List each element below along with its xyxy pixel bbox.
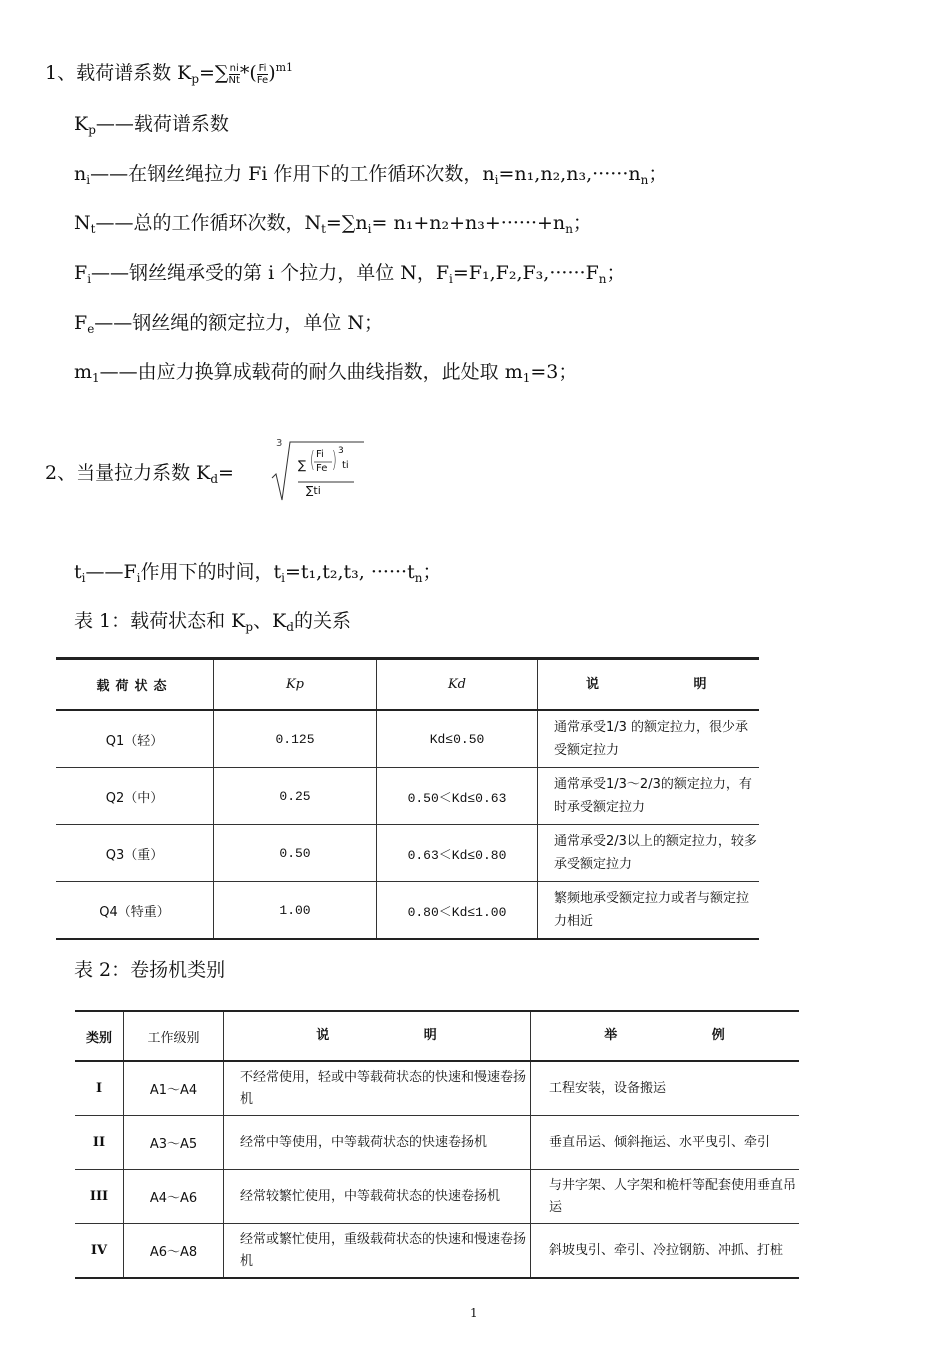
table-header-row bbox=[56, 659, 759, 711]
header-description: 说 明 bbox=[224, 1011, 531, 1061]
cell-example: 工程安装，设备搬运 bbox=[531, 1061, 800, 1116]
cell-kp: 0.50 bbox=[214, 825, 377, 882]
cell-state: Q4（特重） bbox=[56, 882, 214, 940]
fraction-numerator: ni bbox=[229, 62, 239, 74]
caption-text: 表 2：卷扬机类别 bbox=[74, 959, 226, 981]
cell-example: 垂直吊运、倾斜拖运、水平曳引、牵引 bbox=[531, 1116, 800, 1170]
cell-kp: 1.00 bbox=[214, 882, 377, 940]
tail-sub: i bbox=[494, 173, 499, 187]
cell-level: A1～A4 bbox=[124, 1061, 224, 1116]
definition-text: ——在钢丝绳拉力 Fi 作用下的工作循环次数，n bbox=[90, 163, 495, 185]
cell-kd: 0.50＜Kd≤0.63 bbox=[377, 768, 538, 825]
symbol: F bbox=[74, 262, 88, 284]
fraction-numerator: Fi bbox=[258, 62, 267, 74]
end-text: ； bbox=[648, 163, 668, 185]
tail-end-sub: n bbox=[565, 222, 573, 236]
caption-text: 、K bbox=[253, 610, 287, 632]
definition-fe bbox=[74, 308, 383, 336]
load-state-table bbox=[56, 657, 759, 940]
root-ti: ti bbox=[342, 460, 349, 471]
table-header-row bbox=[75, 1011, 799, 1061]
tail-text: =n₁,n₂,n₃,······n bbox=[498, 163, 641, 185]
cell-state: Q3（重） bbox=[56, 825, 214, 882]
cell-description: 通常承受2/3以上的额定拉力，较多承受额定拉力 bbox=[538, 825, 760, 882]
symbol-sub: t bbox=[90, 222, 96, 236]
heading-sub: p bbox=[191, 72, 200, 86]
definition-text: ——由应力换算成载荷的耐久曲线指数，此处取 m bbox=[99, 361, 523, 383]
table-row bbox=[56, 768, 759, 825]
header-work-level: 工作级别 bbox=[124, 1011, 224, 1061]
tail-end-sub: n bbox=[598, 272, 607, 286]
header-description: 说 明 bbox=[538, 659, 760, 711]
fraction-fi-fe bbox=[257, 63, 268, 86]
heading-text: 1、载荷谱系数 K bbox=[45, 62, 192, 84]
left-paren: ( bbox=[309, 448, 315, 473]
definition-kp bbox=[74, 109, 229, 137]
cell-kp: 0.25 bbox=[214, 768, 377, 825]
symbol-sub: p bbox=[88, 123, 96, 137]
fraction-ni-nt bbox=[229, 63, 240, 86]
symbol: t bbox=[74, 561, 82, 583]
definition-fi bbox=[74, 258, 626, 286]
cell-category: I bbox=[75, 1061, 124, 1116]
sum-sign: =∑ bbox=[199, 62, 229, 84]
cube-root-formula bbox=[270, 438, 365, 504]
exponent: m1 bbox=[275, 61, 294, 74]
symbol-sub: i bbox=[87, 272, 92, 286]
tail-text: =3； bbox=[530, 361, 578, 383]
tail-sub: 1 bbox=[522, 371, 531, 385]
winch-category-table bbox=[75, 1010, 799, 1279]
heading-sub: d bbox=[210, 472, 219, 486]
cell-description: 经常较繁忙使用，中等载荷状态的快速卷扬机 bbox=[224, 1170, 531, 1224]
cell-category: III bbox=[75, 1170, 124, 1224]
definition-text: ——总的工作循环次数，N bbox=[95, 212, 322, 234]
end-text: ； bbox=[422, 561, 442, 583]
symbol: K bbox=[74, 113, 89, 135]
table-row bbox=[75, 1224, 799, 1279]
cell-level: A4～A6 bbox=[124, 1170, 224, 1224]
table2-caption bbox=[74, 955, 225, 982]
cell-description: 通常承受1/3 的额定拉力，很少承受额定拉力 bbox=[538, 710, 760, 768]
fraction-denominator: Fe bbox=[256, 74, 269, 86]
root-fe: Fe bbox=[316, 463, 328, 474]
cell-description: 不经常使用，轻或中等载荷状态的快速和慢速卷扬机 bbox=[224, 1061, 531, 1116]
cell-example: 与井字架、人字架和桅杆等配套使用垂直吊运 bbox=[531, 1170, 800, 1224]
definition-text: ——F bbox=[85, 561, 137, 583]
caption-sub: p bbox=[245, 620, 254, 634]
cell-kd: 0.80＜Kd≤1.00 bbox=[377, 882, 538, 940]
definition-ni bbox=[74, 159, 667, 187]
end-text: ； bbox=[572, 212, 592, 234]
tail-sub: i bbox=[281, 571, 285, 585]
symbol-sub: i bbox=[86, 173, 91, 187]
symbol: F bbox=[74, 312, 88, 334]
table-row bbox=[75, 1116, 799, 1170]
tail-text: =F₁,F₂,F₃,······F bbox=[452, 262, 599, 284]
root-index: 3 bbox=[276, 438, 283, 449]
tail-sub: i bbox=[449, 272, 453, 286]
close-paren: ) bbox=[268, 62, 276, 84]
cell-kd: 0.63＜Kd≤0.80 bbox=[377, 825, 538, 882]
section1-heading bbox=[45, 58, 293, 86]
end-text: ； bbox=[606, 262, 626, 284]
definition-text: ——钢丝绳承受的第 i 个拉力，单位 N，F bbox=[91, 262, 450, 284]
cell-description: 繁频地承受额定拉力或者与额定拉力相近 bbox=[538, 882, 760, 940]
tail-text: =∑n bbox=[325, 212, 368, 234]
cell-example: 斜坡曳引、牵引、冷拉钢筋、冲抓、打桩 bbox=[531, 1224, 800, 1279]
definition-ti bbox=[74, 557, 441, 585]
header-category: 类别 bbox=[75, 1011, 124, 1061]
mid-sub: i bbox=[136, 571, 141, 585]
caption-sub: d bbox=[286, 620, 294, 634]
tail2-sub: i bbox=[367, 222, 372, 236]
cell-state: Q1（轻） bbox=[56, 710, 214, 768]
symbol: m bbox=[74, 361, 93, 383]
definition-nt bbox=[74, 208, 592, 236]
tail-end-sub: n bbox=[640, 173, 649, 187]
caption-text: 的关系 bbox=[293, 610, 351, 632]
right-paren: ) bbox=[331, 448, 337, 473]
root-denominator: ∑ti bbox=[306, 484, 321, 497]
root-power: 3 bbox=[338, 446, 344, 456]
table-row bbox=[56, 825, 759, 882]
table-row bbox=[75, 1170, 799, 1224]
cell-description: 经常中等使用，中等载荷状态的快速卷扬机 bbox=[224, 1116, 531, 1170]
definition-m1 bbox=[74, 357, 577, 385]
multiply-paren: *( bbox=[239, 62, 257, 84]
tail-sub: t bbox=[321, 222, 326, 236]
symbol-sub: i bbox=[81, 571, 86, 585]
cell-level: A3～A5 bbox=[124, 1116, 224, 1170]
header-kd: Kd bbox=[377, 659, 538, 711]
tail2-text: = n₁+n₂+n₃+······+n bbox=[371, 212, 566, 234]
cell-level: A6～A8 bbox=[124, 1224, 224, 1279]
end-sub: n bbox=[414, 571, 423, 585]
page-number: 1 bbox=[470, 1306, 478, 1320]
root-sum: ∑ bbox=[298, 458, 307, 472]
symbol-sub: e bbox=[87, 322, 95, 336]
section2-heading bbox=[45, 458, 234, 486]
caption-text: 表 1：载荷状态和 K bbox=[74, 610, 246, 632]
cell-description: 通常承受1/3～2/3的额定拉力，有时承受额定拉力 bbox=[538, 768, 760, 825]
cell-category: II bbox=[75, 1116, 124, 1170]
fraction-denominator: Nt bbox=[228, 74, 240, 86]
cell-kd: Kd≤0.50 bbox=[377, 710, 538, 768]
cell-category: IV bbox=[75, 1224, 124, 1279]
symbol: N bbox=[74, 212, 91, 234]
cell-description: 经常或繁忙使用，重级载荷状态的快速和慢速卷扬机 bbox=[224, 1224, 531, 1279]
cell-kp: 0.125 bbox=[214, 710, 377, 768]
table-row bbox=[56, 882, 759, 940]
mid-text: 作用下的时间，t bbox=[140, 561, 282, 583]
table-row bbox=[56, 710, 759, 768]
root-fi: Fi bbox=[316, 449, 324, 460]
definition-text: ——钢丝绳的额定拉力，单位 N； bbox=[94, 312, 383, 334]
symbol-sub: 1 bbox=[92, 371, 100, 385]
header-kp: Kp bbox=[214, 659, 377, 711]
equals-sign: = bbox=[218, 462, 234, 484]
table-row bbox=[75, 1061, 799, 1116]
heading-text: 2、当量拉力系数 K bbox=[45, 462, 211, 484]
tail-text: =t₁,t₂,t₃, ······t bbox=[285, 561, 415, 583]
table1-caption bbox=[74, 606, 351, 634]
definition-text: ——载荷谱系数 bbox=[95, 113, 229, 135]
header-example: 举 例 bbox=[531, 1011, 800, 1061]
cell-state: Q2（中） bbox=[56, 768, 214, 825]
header-load-state: 载荷状态 bbox=[56, 659, 214, 711]
symbol: n bbox=[74, 163, 87, 185]
